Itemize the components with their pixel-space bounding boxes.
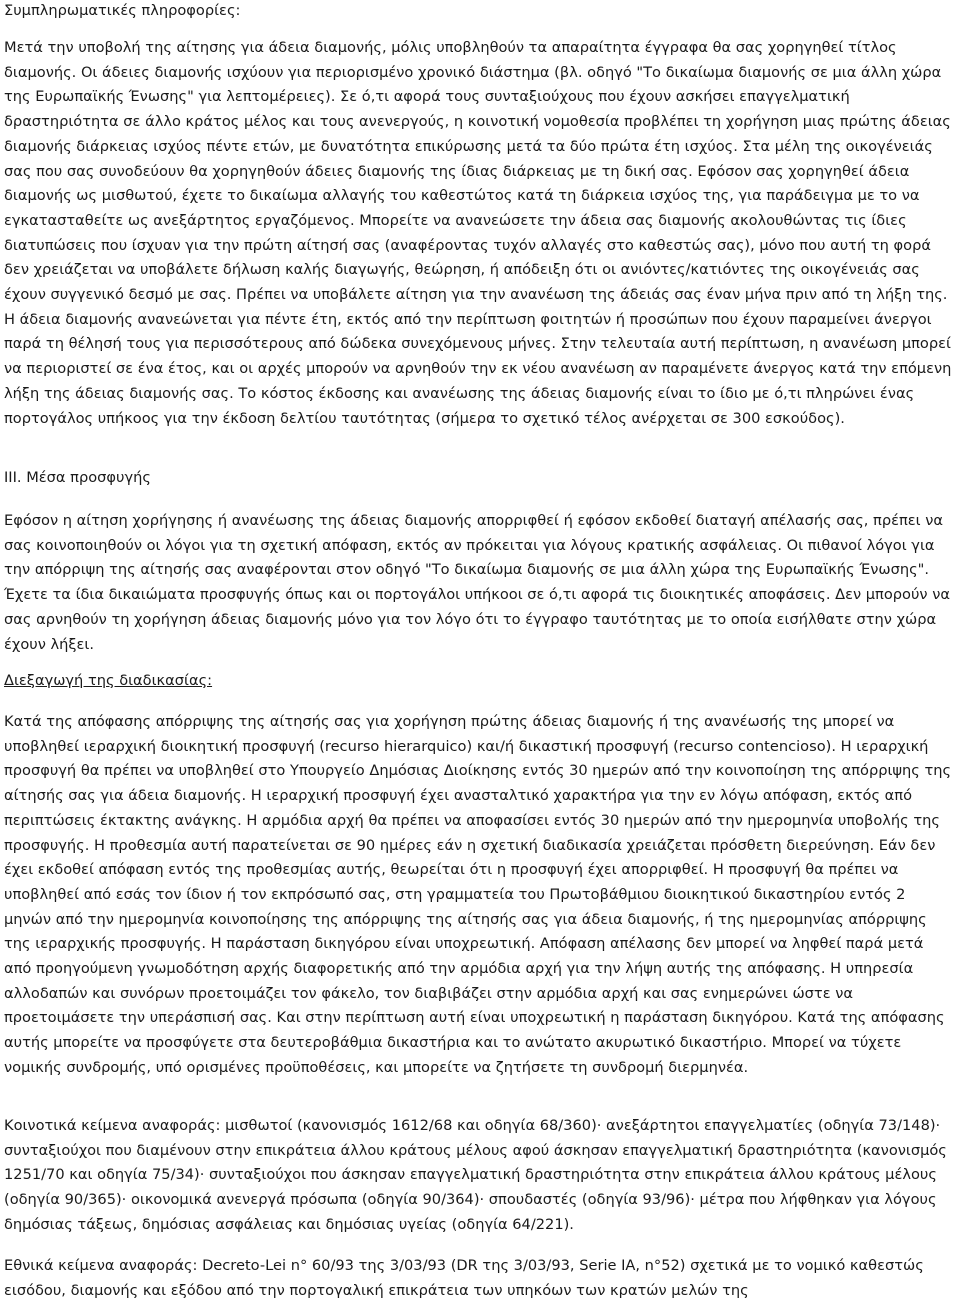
national-references-paragraph: Εθνικά κείμενα αναφοράς: Decreto-Lei n° 60/93 της 3/03/93 (DR της 3/03/93, Serie IA, n°52) σχετικά με το νομικό καθεστώς εισόδου, διαμονής και εξόδου από την πορτογαλική επικράτεια των υπηκόων των κρατών μελών της xyxy=(4,1257,924,1299)
appeal-means-heading: III. Μέσα προσφυγής xyxy=(4,469,151,486)
residence-permit-paragraph: Μετά την υποβολή της αίτησης για άδεια διαμονής, μόλις υποβληθούν τα απαραίτητα έγγραφα θα σας χορηγηθεί τίτλος διαμονής. Οι άδειες διαμονής ισχύουν για περιορισμένο χρονικό διάστημα (βλ. οδηγό "Το δικαίωμα διαμονής σε μια άλλη χώρα της Ευρωπαϊκής Ένωσης" για λεπτομέρειες). Σε ό,τι αφορά τους συνταξιούχους που έχουν ασκήσει επαγγελματική δραστηριότητα σε άλλο κράτος μέλος και τους ανενεργούς, η κοινοτική νομοθεσία προβλέπει τη χορήγηση μιας πρώτης άδειας διαμονής διάρκειας ισχύος πέντε ετών, με δυνατότητα επικύρωσης μετά τα δύο πρώτα έτη ισχύος. Στα μέλη της οικογένειάς σας που σας συνοδεύουν θα χορηγηθούν άδειες διαμονής της ίδιας διάρκειας με τη δική σας. Εφόσον σας χορηγηθεί άδεια διαμονής ως μισθωτού, έχετε το δικαίωμα αλλαγής του καθεστώτος κατά τη διάρκεια ισχύος της, για παράδειγμα με το να εγκατασταθείτε ως ανεξάρτητος εργαζόμενος. Μπορείτε να ανανεώσετε την άδεια σας διαμονής ακολουθώντας τις ίδιες διατυπώσεις που ίσχυαν για την πρώτη αίτησή σας (αναφέροντας τυχόν αλλαγές στο καθεστώς σας), μόνο που αυτή τη φορά δεν χρειάζεται να υποβάλετε δήλωση καλής διαγωγής, θεώρηση, ή απόδειξη ότι οι ανιόντες/κατιόντες της οικογένειάς σας έχουν συγγενικό δεσμό με σας. Πρέπει να υποβάλετε αίτηση για την ανανέωση της άδειάς σας έναν μήνα πριν από τη λήξη της. Η άδεια διαμονής ανανεώνεται για πέντε έτη, εκτός από την περίπτωση φοιτητών ή προσώπων που έχουν παραμείνει άνεργοι παρά τη θέλησή τους για περισσότερους από δώδεκα συνεχόμενους μήνες. Στην τελευταία αυτή περίπτωση, η ανανέωση μπορεί να περιοριστεί σε ένα έτος, και οι αρχές μπορούν να αρνηθούν την εκ νέου ανανέωση αν παραμένετε άνεργος κατά την επόμενη λήξη της άδειας διαμονής σας. Το κόστος έκδοσης και ανανέωσης της άδειας διαμονής είναι το ίδιο με ό,τι πληρώνει ένας πορτογάλος υπήκοος για την έκδοση δελτίου ταυτότητας (σήμερα το σχετικό τέλος ανέρχεται σε 300 εσκούδος). xyxy=(4,39,952,427)
appeal-paragraph: Εφόσον η αίτηση χορήγησης ή ανανέωσης της άδειας διαμονής απορριφθεί ή εφόσον εκδοθεί διαταγή απέλασής σας, πρέπει να σας κοινοποιηθούν οι λόγοι για τη σχετική απόφαση, εκτός αν πρόκειται για λόγους κρατικής ασφάλειας. Οι πιθανοί λόγοι για την απόρριψη της αίτησής σας αναφέρονται στον οδηγό "Το δικαίωμα διαμονής σε μια άλλη χώρα της Ευρωπαϊκής Ένωσης". Έχετε τα ίδια δικαιώματα προσφυγής όπως και οι πορτογάλοι υπήκοοι σε ό,τι αφορά τις διοικητικές αποφάσεις. Δεν μπορούν να σας αρνηθούν τη χορήγηση άδειας διαμονής μόνο για τον λόγο ότι το έγγραφο ταυτότητας με το οποία εισήλθατε στην χώρα έχουν λήξει. xyxy=(4,512,950,653)
procedure-heading: Διεξαγωγή της διαδικασίας: xyxy=(4,672,213,689)
community-references-paragraph: Κοινοτικά κείμενα αναφοράς: μισθωτοί (κανονισμός 1612/68 και οδηγία 68/360)· ανεξάρτητοι επαγγελματίες (οδηγία 73/148)· συνταξιούχοι που διαμένουν στην επικράτεια άλλου κράτους μέλους αφού άσκησαν επαγγελματική δραστηριότητα (κανονισμός 1251/70 και οδηγία 75/34)· συνταξιούχοι που άσκησαν επαγγελματική δραστηριότητα στην επικράτεια άλλου κράτους μέλους (οδηγία 90/365)· οικονομικά ανενεργά πρόσωπα (οδηγία 90/364)· σπουδαστές (οδηγία 93/96)· μέτρα που λήφθηκαν για λόγους δημόσιας τάξεως, δημόσιας ασφάλειας και δημόσιας υγείας (οδηγία 64/221). xyxy=(4,1117,947,1233)
procedure-paragraph: Κατά της απόφασης απόρριψης της αίτησής σας για χορήγηση πρώτης άδειας διαμονής ή της ανανέωσής της μπορεί να υποβληθεί ιεραρχική διοικητική προσφυγή (recurso hierarquico) και/ή δικαστική προσφυγή (recurso contencioso). Η ιεραρχική προσφυγή θα πρέπει να υποβληθεί στο Υπουργείο Δημόσιας Διοίκησης εντός 30 ημερών από την κοινοποίηση της απόρριψης της αίτησής σας για άδεια διαμονής. Η ιεραρχική προσφυγή έχει ανασταλτικό χαρακτήρα για την εν λόγω απόφαση, εκτός από περιπτώσεις έκτακτης ανάγκης. Η αρμόδια αρχή θα πρέπει να αποφασίσει εντός 30 ημερών από την ημερομηνία υποβολής της προσφυγής. Η προθεσμία αυτή παρατείνεται σε 90 ημέρες εάν η σχετική διαδικασία χρειάζεται πρόσθετη διερεύνηση. Εάν δεν έχει εκδοθεί απόφαση εντός της προθεσμίας αυτής, θεωρείται ότι η προσφυγή έχει απορριφθεί. Η προσφυγή θα πρέπει να υποβληθεί από εσάς τον ίδιον ή τον εκπρόσωπό σας, στη γραμματεία του Πρωτοβάθμιου διοικητικού δικαστηρίου εντός 2 μηνών από την ημερομηνία κοινοποίησης της απόρριψης της αίτησής σας για άδεια διαμονής, ή της ημερομηνίας απόρριψης της ιεραρχικής προσφυγής. Η παράσταση δικηγόρου είναι υποχρεωτική. Απόφαση απέλασης δεν μπορεί να ληφθεί παρά μετά από προηγούμενη γνωμοδότηση αρχής διαφορετικής από την αρμόδια αρχή για την λήψη αυτής της απόφασης. Η υπηρεσία αλλοδαπών και συνόρων προετοιμάζει τον φάκελο, τον διαβιβάζει στην αρμόδια αρχή και σας ενημερώνει ώστε να προετοιμάσετε την υπεράσπισή σας. Και στην περίπτωση αυτή είναι υποχρεωτική η παράσταση δικηγόρου. Κατά της απόφασης αυτής μπορείτε να προσφύγετε στα δευτεροβάθμια δικαστήρια και το ανώτατο ακυρωτικό δικαστήριο. Μπορεί να τύχετε νομικής συνδρομής, υπό ορισμένες προϋποθέσεις, και μπορείτε να ζητήσετε τη συνδρομή διερμηνέα. xyxy=(4,713,952,1076)
supplementary-info-heading: Συμπληρωματικές πληροφορίες: xyxy=(4,2,241,19)
